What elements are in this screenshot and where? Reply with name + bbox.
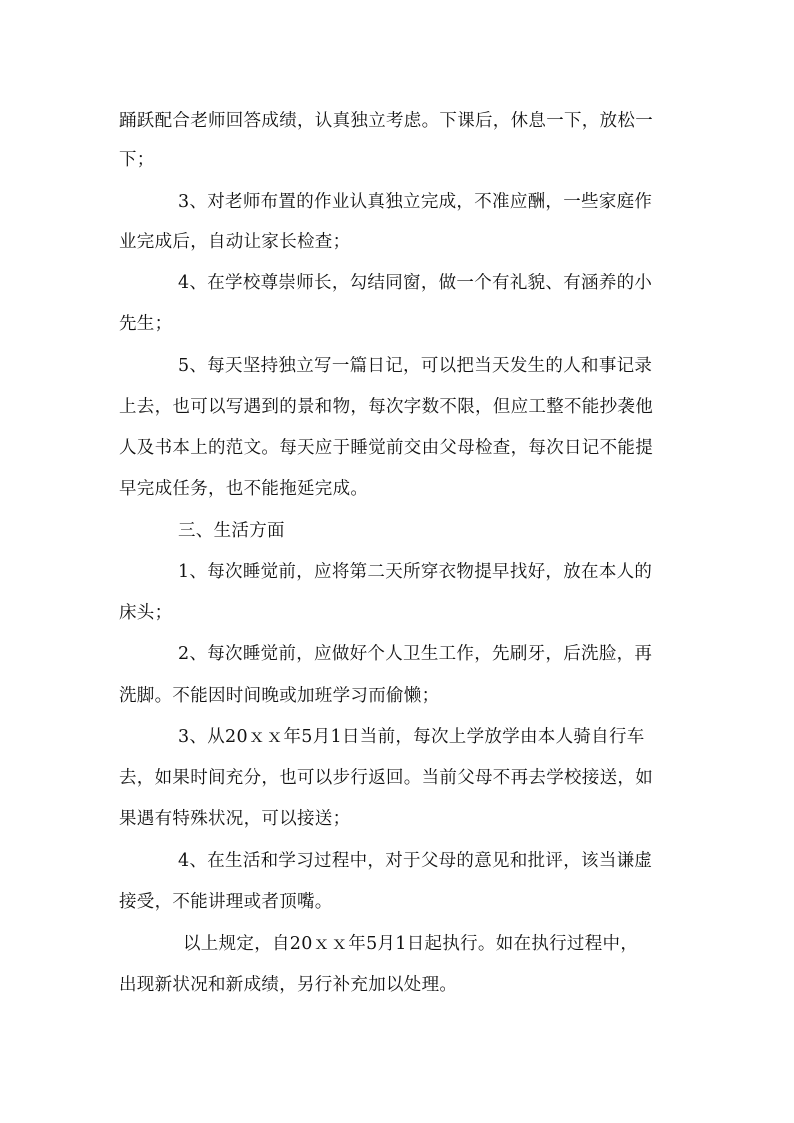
text-line: 踊跃配合老师回答成绩，认真独立考虑。下课后，休息一下，放松一 <box>119 111 653 131</box>
text-line: 洗脚。不能因时间晚或加班学习而偷懒； <box>119 686 440 706</box>
list-item-4b: 4、在生活和学习过程中，对于父母的意见和批评，该当谦虚 <box>178 851 653 871</box>
text-line: 上去，也可以写遇到的景和物，每次字数不限，但应工整不能抄袭他 <box>119 397 653 417</box>
list-item-1: 1、每次睡觉前，应将第二天所穿衣物提早找好，放在本人的 <box>178 562 653 582</box>
list-item-4: 4、在学校尊崇师长，勾结同窗，做一个有礼貌、有涵养的小 <box>178 273 653 293</box>
text-line: 下； <box>119 150 155 170</box>
text-line: 床头； <box>119 603 173 623</box>
list-item-5: 5、每天坚持独立写一篇日记，可以把当天发生的人和事记录 <box>178 356 653 376</box>
list-item-3: 3、对老师布置的作业认真独立完成，不准应酬，一些家庭作 <box>178 192 653 212</box>
list-item-3b: 3、从20ｘｘ年5月1日当前，每次上学放学由本人骑自行车 <box>178 727 645 747</box>
section-heading-life: 三、生活方面 <box>178 521 285 541</box>
text-line: 业完成后，自动让家长检查； <box>119 232 351 252</box>
text-line: 出现新状况和新成绩，另行补充加以处理。 <box>119 975 458 995</box>
text-line: 人及书本上的范文。每天应于睡觉前交由父母检查，每次日记不能提 <box>119 438 653 458</box>
text-line: 先生； <box>119 314 173 334</box>
text-line: 早完成任务，也不能拖延完成。 <box>119 479 369 499</box>
closing-paragraph: 以上规定，自20ｘｘ年5月1日起执行。如在执行过程中， <box>183 934 639 954</box>
list-item-2: 2、每次睡觉前，应做好个人卫生工作，先刷牙，后洗脸，再 <box>178 644 653 664</box>
text-line: 去，如果时间充分，也可以步行返回。当前父母不再去学校接送，如 <box>119 768 653 788</box>
text-line: 接受，不能讲理或者顶嘴。 <box>119 892 333 912</box>
text-line: 果遇有特殊状况，可以接送； <box>119 809 351 829</box>
